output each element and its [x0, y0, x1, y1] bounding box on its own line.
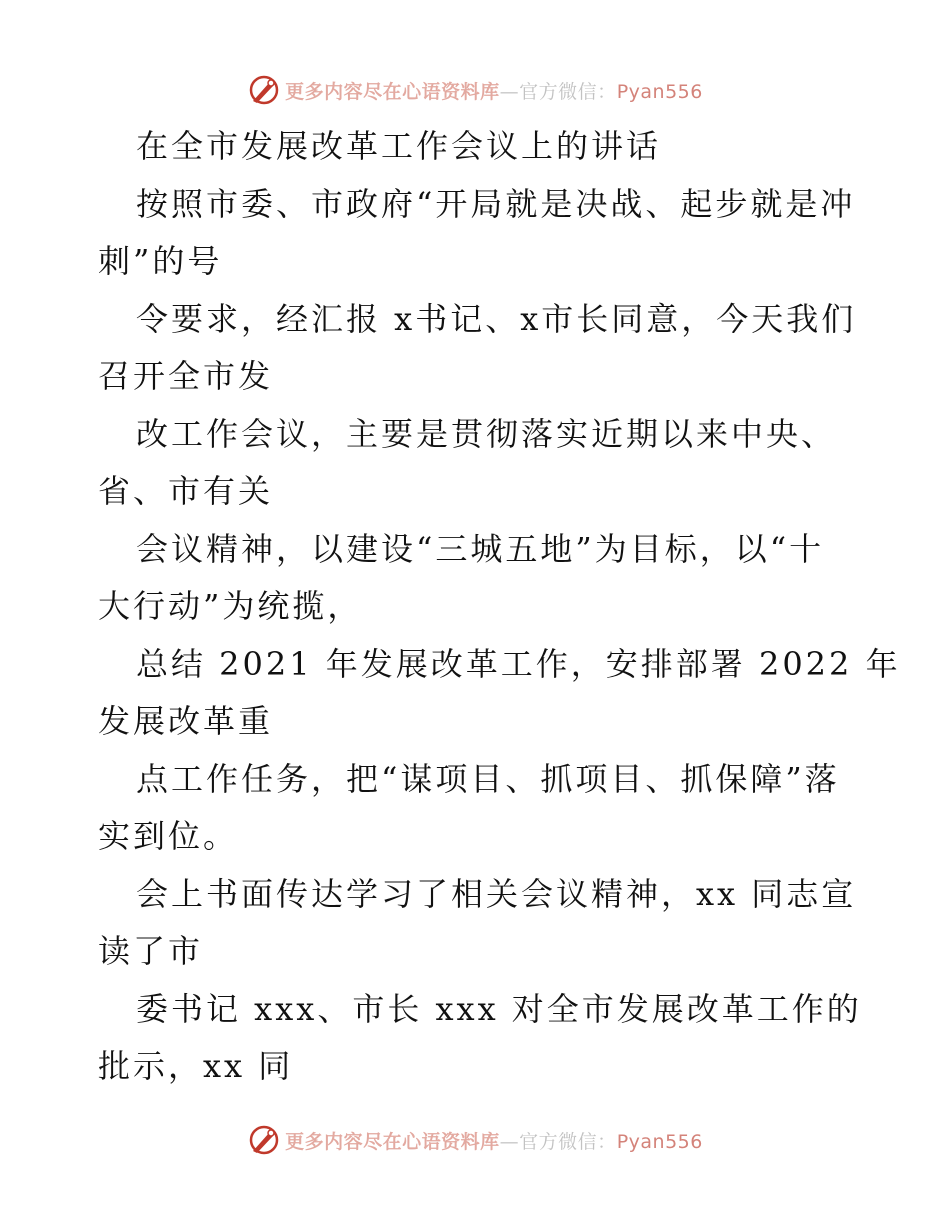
header-watermark [0, 70, 950, 110]
paragraph-line: 读了市 [98, 932, 204, 970]
paragraph-line: 批示，xx 同 [98, 1047, 294, 1085]
watermark-dash: — [499, 1130, 520, 1153]
paragraph-line: 委书记 xxx、市长 xxx 对全市发展改革工作的 [136, 989, 862, 1028]
paragraph-line: 改工作会议，主要是贯彻落实近期以来中央、 [136, 414, 837, 453]
watermark-brand: 更多内容尽在心语资料库 [285, 1130, 500, 1153]
paragraph-line: 省、市有关 [98, 472, 274, 510]
paragraph-line: 发展改革重 [98, 702, 274, 740]
watermark-text [285, 77, 703, 104]
paragraph-line: 总结 2021 年发展改革工作，安排部署 2022 年 [136, 644, 901, 683]
watermark-wechat-label: 官方微信： [519, 1130, 617, 1153]
pen-logo-icon [247, 1123, 281, 1157]
paragraph-line: 按照市委、市政府“开局就是决战、起步就是冲 [136, 184, 856, 223]
paragraph-line: 刺”的号 [98, 242, 223, 280]
paragraph-line: 令要求，经汇报 x书记、x市长同意，今天我们 [136, 299, 857, 338]
watermark-wechat-id: Pyan556 [616, 1130, 703, 1153]
document-body [98, 118, 901, 1096]
paragraph-line: 实到位。 [98, 817, 239, 855]
watermark-wechat-label: 官方微信： [519, 80, 617, 103]
pen-logo-icon [247, 73, 281, 107]
paragraph-line: 召开全市发 [98, 357, 274, 395]
paragraph-line: 点工作任务，把“谋项目、抓项目、抓保障”落 [136, 759, 840, 798]
watermark-dash: — [499, 80, 520, 103]
paragraph-line: 大行动”为统揽， [98, 587, 363, 625]
watermark-text [285, 1127, 703, 1154]
paragraph-line: 会议精神，以建设“三城五地”为目标，以“十 [136, 529, 825, 568]
watermark-wechat-id: Pyan556 [616, 80, 703, 103]
watermark-brand: 更多内容尽在心语资料库 [285, 80, 500, 103]
document-title: 在全市发展改革工作会议上的讲话 [136, 127, 662, 165]
footer-watermark [0, 1120, 950, 1160]
paragraph-line: 会上书面传达学习了相关会议精神，xx 同志宣 [136, 874, 857, 913]
